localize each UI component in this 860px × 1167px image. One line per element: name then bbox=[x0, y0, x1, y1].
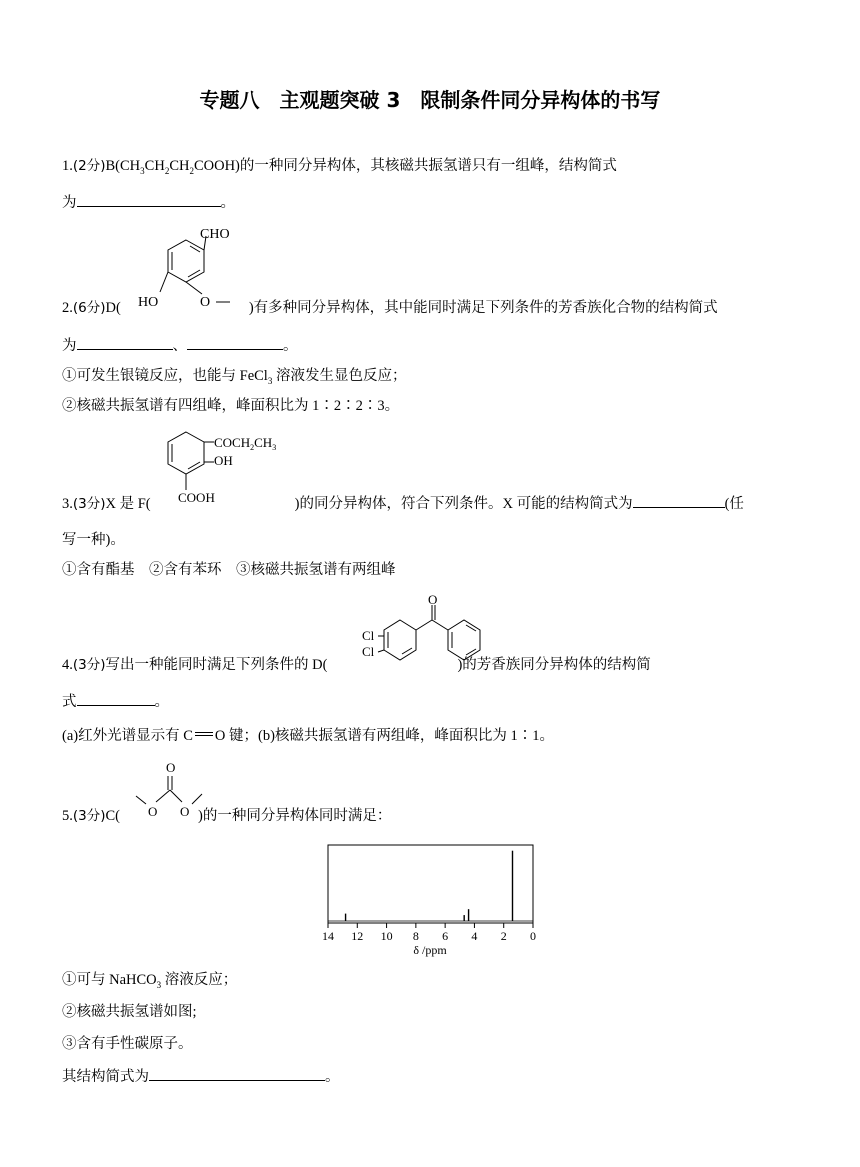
punctuation: ) bbox=[248, 300, 254, 316]
subscript: 2 bbox=[164, 165, 170, 176]
o-label: O bbox=[428, 592, 438, 607]
answer-prefix: 为 bbox=[62, 338, 77, 354]
question-1-line-1 bbox=[62, 156, 617, 176]
nmr-spectrum-chart bbox=[312, 840, 550, 960]
question-number: 4. bbox=[62, 657, 73, 673]
cho-label: CHO bbox=[200, 227, 230, 242]
punctuation: ) bbox=[294, 496, 300, 512]
answer-prefix: 为 bbox=[62, 195, 77, 211]
bond bbox=[186, 282, 202, 294]
question-text: X 是 F( bbox=[105, 496, 151, 512]
question-number: 2. bbox=[62, 300, 73, 316]
subscript: 3 bbox=[156, 979, 162, 990]
q3-conditions: ①含有酯基 ②含有苯环 ③核磁共振氢谱有两组峰 bbox=[62, 562, 396, 578]
x-tick-label: 14 bbox=[322, 929, 334, 943]
q5-condition-1 bbox=[62, 970, 237, 990]
punctuation: 。 bbox=[283, 338, 298, 354]
oh-label: OH bbox=[214, 453, 233, 468]
question-number: 3. bbox=[62, 496, 73, 512]
x-tick-label: 2 bbox=[500, 929, 507, 943]
q2-condition-2: ②核磁共振氢谱有四组峰，峰面积比为 1∶2∶2∶3。 bbox=[62, 398, 400, 414]
question-2-line-2 bbox=[62, 335, 298, 356]
condition-text: 溶液发生显色反应； bbox=[272, 368, 407, 384]
question-text: 的一种同分异构体，其核磁共振氢谱只有一组峰，结构简式 bbox=[239, 158, 617, 174]
benzene-ring-right bbox=[448, 620, 480, 660]
formula-part: B(CH bbox=[105, 158, 141, 174]
question-text: D( bbox=[105, 300, 121, 316]
punctuation: ) bbox=[457, 657, 463, 673]
q5-condition-3: ③含有手性碳原子。 bbox=[62, 1036, 193, 1052]
q2-condition-1 bbox=[62, 366, 406, 386]
condition-text: ①可与 NaHCO bbox=[62, 972, 157, 988]
x-tick-label: 0 bbox=[530, 929, 536, 943]
benzene-ring-left bbox=[384, 620, 416, 660]
subscript: 3 bbox=[140, 165, 145, 176]
answer-blank[interactable] bbox=[77, 691, 155, 706]
question-4-line-1 bbox=[62, 655, 651, 675]
score: (2分) bbox=[72, 158, 106, 174]
score: (3分) bbox=[72, 496, 106, 512]
question-5-line-1 bbox=[62, 806, 391, 826]
coch2ch3-label: $COCH_2CH_3$ bbox=[214, 435, 277, 452]
score: (6分) bbox=[72, 300, 106, 316]
benzene-ring bbox=[168, 432, 204, 474]
question-text: (任 bbox=[724, 496, 744, 512]
ho-label: HO bbox=[138, 295, 159, 310]
formula-part: COOH) bbox=[193, 158, 240, 174]
double-bond-symbol bbox=[193, 730, 215, 740]
punctuation: ) bbox=[198, 808, 203, 824]
question-text: 写出一种能同时满足下列条件的 D( bbox=[105, 657, 328, 673]
q5-condition-2: ②核磁共振氢谱如图; bbox=[62, 1004, 197, 1020]
punctuation: 。 bbox=[220, 195, 235, 211]
x-axis-label: δ /ppm bbox=[413, 943, 447, 957]
condition-text: 溶液反应； bbox=[161, 972, 238, 988]
answer-blank-1[interactable] bbox=[77, 335, 173, 350]
answer-prefix: 式 bbox=[62, 694, 77, 710]
cl-label: Cl bbox=[362, 628, 375, 643]
answer-prefix: 其结构简式为 bbox=[62, 1069, 149, 1085]
punctuation: 。 bbox=[154, 694, 169, 710]
q5-final-answer bbox=[62, 1066, 340, 1087]
question-text: 有多种同分异构体，其中能同时满足下列条件的芳香族化合物的结构简式 bbox=[253, 300, 718, 316]
answer-blank[interactable] bbox=[633, 493, 725, 508]
condition-text: 键；(b)核磁共振氢谱有两组峰，峰面积比为 1∶1。 bbox=[225, 728, 555, 744]
question-text: 的一种同分异构体同时满足： bbox=[202, 808, 392, 824]
benzene-ring bbox=[168, 240, 204, 282]
question-text: 的同分异构体，符合下列条件。X 可能的结构简式为 bbox=[299, 496, 633, 512]
o-label: O bbox=[200, 295, 211, 310]
formula-part: CH bbox=[144, 158, 165, 174]
question-text: 的芳香族同分异构体的结构简 bbox=[462, 657, 651, 673]
cl-label: Cl bbox=[362, 644, 375, 659]
bond bbox=[192, 794, 202, 804]
q4-conditions bbox=[62, 726, 554, 746]
punctuation: 。 bbox=[325, 1069, 340, 1085]
x-tick-label: 10 bbox=[380, 929, 393, 943]
condition-text: ①可发生银镜反应，也能与 FeCl bbox=[62, 368, 268, 384]
question-number: 1. bbox=[62, 158, 73, 174]
x-tick-label: 4 bbox=[471, 929, 478, 943]
bond bbox=[136, 796, 146, 804]
question-text: C( bbox=[105, 808, 120, 824]
x-tick-label: 12 bbox=[351, 929, 364, 943]
answer-blank[interactable] bbox=[149, 1066, 325, 1081]
score: (3分) bbox=[72, 657, 106, 673]
ring-bond bbox=[188, 462, 200, 469]
subscript: 2 bbox=[189, 165, 194, 176]
condition-text: (a)红外光谱显示有 C bbox=[62, 728, 193, 744]
separator: 、 bbox=[172, 338, 187, 354]
question-3-line-2: 写一种)。 bbox=[62, 532, 125, 548]
ring-bond bbox=[466, 625, 476, 631]
answer-blank-2[interactable] bbox=[187, 335, 283, 350]
question-number: 5. bbox=[62, 808, 73, 824]
bond bbox=[170, 790, 182, 802]
x-tick-label: 6 bbox=[442, 929, 449, 943]
subscript: 3 bbox=[267, 375, 273, 386]
bond bbox=[156, 790, 170, 802]
bond bbox=[160, 272, 168, 292]
formula-part: CH bbox=[169, 158, 190, 174]
bond bbox=[432, 620, 448, 630]
x-tick-label: 8 bbox=[412, 929, 419, 943]
page-title: 专题八 主观题突破 3 限制条件同分异构体的书写 bbox=[199, 88, 661, 112]
score: (3分) bbox=[72, 808, 106, 824]
question-3-line-1 bbox=[62, 493, 744, 514]
plot-frame bbox=[328, 845, 533, 923]
question-2-line-1 bbox=[62, 298, 718, 318]
question-1-line-2 bbox=[62, 192, 235, 213]
bond bbox=[416, 620, 432, 630]
bond bbox=[378, 650, 384, 652]
answer-blank[interactable] bbox=[77, 192, 221, 207]
question-4-line-2 bbox=[62, 691, 169, 712]
o-top-label: O bbox=[166, 760, 176, 775]
o-right-label: O bbox=[180, 804, 190, 819]
o-left-label: O bbox=[148, 804, 158, 819]
condition-text: O bbox=[214, 728, 226, 744]
ring-bond bbox=[188, 270, 200, 277]
cooh-label: COOH bbox=[178, 490, 215, 505]
